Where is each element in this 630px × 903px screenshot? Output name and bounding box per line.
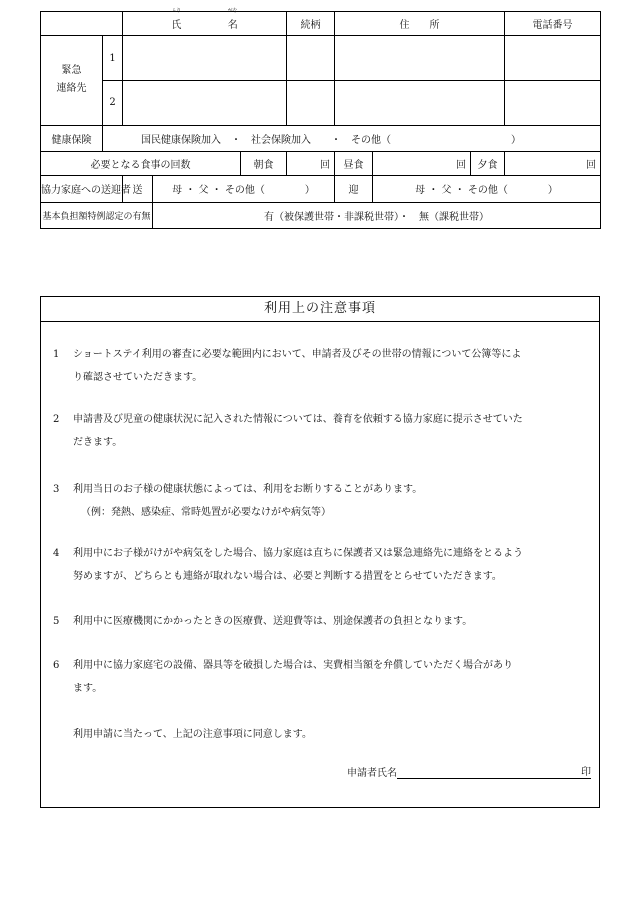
lunch-label: 昼食 — [335, 151, 373, 175]
send-label: 送 — [123, 176, 153, 202]
notice-item-text: 利用中に協力家庭宅の設備、器具等を破損した場合は、実費相当額を弁償していただく場合があり — [73, 660, 513, 671]
notice-item-number: 2 — [53, 414, 60, 425]
send-options[interactable]: 母 ・ 父 ・ その他（ ） — [153, 176, 335, 202]
row-number-2: 2 — [103, 80, 123, 125]
applicant-name-label: 申請者氏名 — [347, 768, 397, 779]
burden-options[interactable]: 有（被保護世帯・非課税世帯）・ 無（課税世帯） — [153, 202, 601, 228]
notice-item-text: 利用中にお子様がけがや病気をした場合、協力家庭は直ちに保護者又は緊急連絡先に連絡をとるよう — [73, 548, 523, 559]
notice-item-number: 4 — [53, 548, 60, 559]
row-number-1: 1 — [103, 36, 123, 81]
notice-item-text: だきます。 — [73, 437, 123, 448]
breakfast-unit: 回 — [320, 160, 331, 172]
lunch-count-field[interactable] — [373, 151, 471, 175]
contact-1-phone-field[interactable] — [505, 36, 601, 81]
insurance-label: 健康保険 — [41, 125, 103, 151]
notice-item-text: （例：発熱、感染症、常時処置が必要なけがや病気等） — [81, 507, 331, 518]
emergency-contact-label: 緊急 連絡先 — [41, 36, 103, 125]
notice-item-number: 5 — [53, 616, 60, 627]
notice-item-number: 1 — [53, 349, 60, 360]
phone-header: 電話番号 — [505, 12, 601, 36]
lunch-unit: 回 — [456, 160, 467, 172]
meals-label: 必要となる食事の回数 — [41, 151, 241, 175]
notice-item-number: 6 — [53, 660, 60, 671]
contact-2-address-field[interactable] — [335, 80, 505, 125]
notice-item-text: ます。 — [73, 683, 103, 694]
usage-notice-box — [40, 296, 600, 808]
notice-item-number: 3 — [53, 484, 60, 495]
notice-item-text: ショートステイ利用の審査に必要な範囲内において、申請者及びその世帯の情報について公簿等によ — [73, 349, 522, 360]
notice-item-text: 利用当日のお子様の健康状態によっては、利用をお断りすることがあります。 — [73, 484, 423, 495]
pickup-label: 迎 — [335, 176, 373, 202]
pickup-options[interactable]: 母 ・ 父 ・ その他（ ） — [373, 176, 601, 202]
surname-header: 氏 ふり — [171, 8, 182, 32]
breakfast-count-field[interactable] — [287, 151, 335, 175]
dinner-count-field[interactable] — [505, 151, 601, 175]
notice-item-text: 申請書及び児童の健康状況に記入された情報については、養育を依頼する協力家庭に提示させていた — [73, 414, 523, 425]
notice-item-text: 努めますが、どちらとも連絡が取れない場合は、必要と判断する措置をとらせていただきます。 — [73, 571, 502, 582]
name-header — [123, 8, 287, 36]
relation-header: 続柄 — [287, 12, 335, 36]
address-header: 住 所 — [335, 12, 505, 36]
contact-1-address-field[interactable] — [335, 36, 505, 81]
insurance-options[interactable]: 国民健康保険加入 ・ 社会保険加入 ・ その他（ ） — [103, 125, 601, 151]
dinner-unit: 回 — [586, 160, 597, 172]
contact-1-relation-field[interactable] — [287, 36, 335, 81]
seal-mark: 印 — [569, 763, 591, 779]
breakfast-label: 朝食 — [241, 151, 287, 175]
notice-item-text: り確認させていただきます。 — [73, 372, 203, 383]
notice-title: 利用上の注意事項 — [41, 297, 599, 322]
contact-2-relation-field[interactable] — [287, 80, 335, 125]
contact-2-name-field[interactable] — [123, 80, 287, 125]
applicant-signature-row — [347, 763, 591, 779]
escort-label: 協力家庭への送迎者 — [41, 176, 123, 202]
application-form-table — [40, 8, 601, 229]
header-blank — [41, 12, 123, 36]
contact-2-phone-field[interactable] — [505, 80, 601, 125]
applicant-name-field[interactable] — [397, 766, 569, 779]
notice-item-text: 利用中に医療機関にかかったときの医療費、送迎費等は、別途保護者の負担となります。 — [73, 616, 473, 627]
dinner-label: 夕食 — [471, 151, 505, 175]
burden-label: 基本負担額特例認定の有無 — [41, 202, 153, 228]
given-name-header: 名 がな — [227, 8, 238, 32]
agreement-statement: 利用申請に当たって、上記の注意事項に同意します。 — [73, 729, 312, 740]
contact-1-name-field[interactable] — [123, 36, 287, 81]
